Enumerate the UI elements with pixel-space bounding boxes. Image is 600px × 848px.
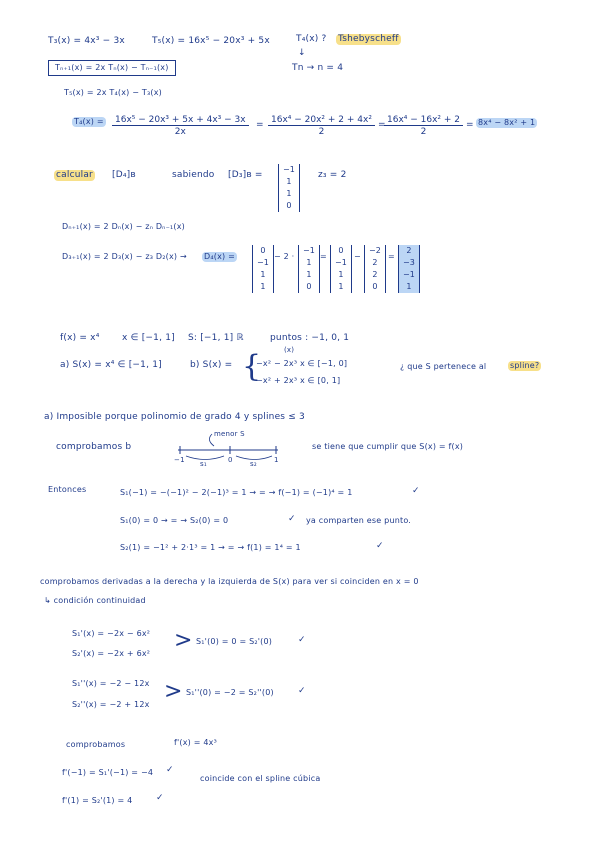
vector-entry: 1 <box>260 282 266 291</box>
eq-1: = <box>256 120 264 130</box>
vector-entry: 1 <box>338 270 344 279</box>
fraction-3-den: 2 <box>420 127 427 137</box>
vector-entry: 0 <box>306 282 312 291</box>
domain-label: x ∈ [−1, 1] <box>122 333 175 343</box>
s2-double-prime: S₂''(x) = −2 + 12x <box>72 700 150 709</box>
comprobamos-b: comprobamos b <box>56 442 132 452</box>
vector-entry: 2 <box>372 258 378 267</box>
vector-entry: 2 <box>406 246 412 255</box>
tschebyscheff-label: Tshebyscheff <box>338 34 399 44</box>
option-a: a) S(x) = x⁴ ∈ [−1, 1] <box>60 360 162 370</box>
eq-3: = <box>466 120 474 130</box>
node-minus-one: −1 <box>174 456 185 464</box>
d4-label: D₄(x) = <box>204 252 235 261</box>
vector-entry: 0 <box>372 282 378 291</box>
s2-prime: S₂'(x) = −2x + 6x² <box>72 649 151 658</box>
check-2-note: ya comparten ese punto. <box>306 516 412 525</box>
checkmark-icon: ✓ <box>376 541 384 551</box>
checkmark-icon: ✓ <box>298 635 306 645</box>
check-3: S₂(1) = −1² + 2·1³ = 1 → = → f(1) = 1⁴ = 1 <box>120 543 301 552</box>
puntos-label: puntos : −1, 0, 1 <box>270 333 350 343</box>
checkmark-icon: ✓ <box>166 765 174 775</box>
vector-entry: 1 <box>306 270 312 279</box>
check-2: S₁(0) = 0 → = → S₂(0) = 0 <box>120 516 229 525</box>
calcular-label: calcular <box>56 170 93 180</box>
greater-than-icon: > <box>174 628 193 653</box>
recurrence-box: Tₙ₊₁(x) = 2x Tₙ(x) − Tₙ₋₁(x) <box>48 60 176 76</box>
checkmark-icon: ✓ <box>156 793 164 803</box>
question-text: ¿ que S pertenece al <box>400 362 487 371</box>
derivadas-line1: comprobamos derivadas a la derecha y la izquierda de S(x) para ver si coinciden en x = 0 <box>40 577 419 586</box>
node-one: 1 <box>274 456 279 464</box>
option-b-label: b) S(x) = <box>190 360 233 370</box>
checkmark-icon: ✓ <box>412 486 420 496</box>
fraction-3-num: 16x⁴ − 16x² + 2 <box>384 115 463 126</box>
f-prime-one: f'(1) = S₂'(1) = 4 <box>62 796 133 805</box>
spline-label: spline? <box>510 361 540 370</box>
t5-recurrence: T₅(x) = 2x T₄(x) − T₃(x) <box>64 88 162 97</box>
checkmark-icon: ✓ <box>298 686 306 696</box>
derivadas-line2: ↳ condición continuidad <box>44 596 146 605</box>
vector-entry: 1 <box>406 282 412 291</box>
s1-double-prime: S₁''(x) = −2 − 12x <box>72 679 150 688</box>
minus-vec: − <box>354 252 361 261</box>
vector-entry: 0 <box>338 246 344 255</box>
d3-entry: −1 <box>283 165 295 174</box>
f-prime: f'(x) = 4x³ <box>174 738 218 747</box>
s1-prime: S₁'(x) = −2x − 6x² <box>72 629 151 638</box>
vector-entry: 1 <box>338 282 344 291</box>
vector-entry: −1 <box>303 246 315 255</box>
minus-two: − 2 · <box>274 252 295 261</box>
entonces-label: Entonces <box>48 485 87 494</box>
first-derivative-result: S₁'(0) = 0 = S₂'(0) <box>196 637 273 646</box>
fraction-2-num: 16x⁴ − 20x² + 2 + 4x² <box>268 115 375 126</box>
check-1: S₁(−1) = −(−1)² − 2(−1)³ = 1 → = → f(−1) = (−1)⁴ = 1 <box>120 488 353 497</box>
t4-result: 8x⁴ − 8x² + 1 <box>478 118 536 127</box>
f-prime-minus-one: f'(−1) = S₁'(−1) = −4 <box>62 768 154 777</box>
t4-question: T₄(x) ? <box>296 34 327 44</box>
vector-entry: 2 <box>372 270 378 279</box>
d3b-label: [D₃]ʙ = <box>228 170 263 180</box>
d3-entry: 1 <box>286 189 292 198</box>
vector-entry: −3 <box>403 258 415 267</box>
d4-lhs: D₃₊₁(x) = 2 D₃(x) − z₃ D₂(x) → <box>62 252 187 261</box>
sabiendo-label: sabiendo <box>172 170 215 180</box>
vector-entry: −1 <box>335 258 347 267</box>
vector-entry: 1 <box>306 258 312 267</box>
node-zero: 0 <box>228 456 233 464</box>
option-b-line1: −x² − 2x³ x ∈ [−1, 0] <box>256 359 348 368</box>
d3-entry: 1 <box>286 177 292 186</box>
d4b-label: [D₄]ʙ <box>112 170 136 180</box>
t5-formula: T₅(x) = 16x⁵ − 20x³ + 5x <box>152 36 270 46</box>
tn-note: Tn → n = 4 <box>292 63 344 73</box>
greater-than-icon: > <box>164 679 183 704</box>
vector-entry: −1 <box>403 270 415 279</box>
node-s1: s₁ <box>200 460 207 468</box>
coincide-text: coincide con el spline cúbica <box>200 774 321 783</box>
checkmark-icon: ✓ <box>288 514 296 524</box>
cumplir-text: se tiene que cumplir que S(x) = f(x) <box>312 442 464 451</box>
answer-a: a) Imposible porque polinomio de grado 4 y splines ≤ 3 <box>44 412 305 422</box>
x-annotation: (x) <box>284 346 295 354</box>
f-definition: f(x) = x⁴ <box>60 333 100 343</box>
option-b-line2: −x² + 2x³ x ∈ [0, 1] <box>256 376 341 385</box>
s2-bracket <box>236 456 272 460</box>
node-s2: s₂ <box>250 460 257 468</box>
z3-value: z₃ = 2 <box>318 170 347 180</box>
fraction-1-den: 2x <box>174 127 186 137</box>
second-derivative-result: S₁''(0) = −2 = S₂''(0) <box>186 688 274 697</box>
vector-entry: 1 <box>260 270 266 279</box>
vector-entry: −2 <box>369 246 381 255</box>
eq-vec-1: = <box>320 252 327 261</box>
d3-entry: 0 <box>286 201 292 210</box>
menor-label: menor S <box>214 430 245 438</box>
arrow-down-icon: ↓ <box>298 48 306 58</box>
s1-bracket <box>186 456 224 460</box>
s-map: S: [−1, 1] ℝ <box>188 333 244 343</box>
t3-formula: T₃(x) = 4x³ − 3x <box>48 36 125 46</box>
comprobamos-label: comprobamos <box>66 740 126 749</box>
vector-entry: 0 <box>260 246 266 255</box>
eq-2: = <box>378 120 386 130</box>
eq-vec-2: = <box>388 252 395 261</box>
vector-entry: −1 <box>257 258 269 267</box>
t4-label: T₄(x) = <box>74 117 104 126</box>
fraction-2-den: 2 <box>318 127 325 137</box>
fraction-1-num: 16x⁵ − 20x³ + 5x + 4x³ − 3x <box>112 115 249 126</box>
brace-icon: { <box>242 349 262 384</box>
d-recurrence: Dₙ₊₁(x) = 2 Dₙ(x) − zₙ Dₙ₋₁(x) <box>62 222 185 231</box>
